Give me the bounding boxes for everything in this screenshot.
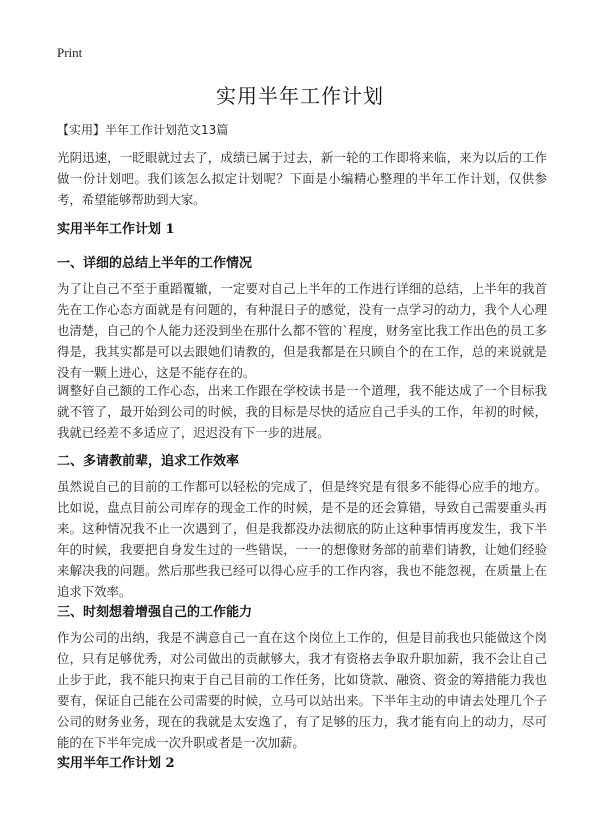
print-link[interactable]: Print (57, 45, 83, 60)
plan-1-heading: 实用半年工作计划 1 (57, 222, 175, 237)
page-title: 实用半年工作计划 (216, 84, 384, 108)
section-1-paragraph-1: 为了让自己不至于重蹈覆辙，一定要对自己上半年的工作进行详细的总结，上半年的我首先在工作心态方面就是有问题的，有种混日子的感觉，没有一点学习的动力，我个人心理也清楚，自己的个人能力还没到坐在那什么都不管的`程度，财务室比我工作出色的员工多得是，我其实都是可以去跟她们请教的，但是我都是在只顾自个的在工作，总的来说就是没有一颗上进心，这是不能存在的。 (57, 281, 547, 380)
plan-2-heading: 实用半年工作计划 2 (57, 756, 175, 771)
section-1-heading: 一、详细的总结上半年的工作情况 (57, 256, 253, 271)
section-3-heading: 三、时刻想着增强自己的工作能力 (57, 605, 253, 620)
document-subtitle: 【实用】半年工作计划范文13篇 (57, 123, 229, 137)
section-2-paragraph-1: 虽然说自己的目前的工作都可以轻松的完成了，但是终究是有很多不能得心应手的地方。比如说，盘点目前公司库存的现金工作的时候，是不是的还会算错，导致自己需要重头再来。这种情况我不止一次遇到了，但是我都没办法彻底的防止这种事情再度发生，我下半年的时候，我要把自身发生过的一些错误，一一的想像财务部的前辈们请教，让她们经验来解决我的问题。然后那些我已经可以得心应手的工作内容，我也不能忽视，在质量上在追求下效率。 (57, 479, 547, 599)
section-3-paragraph-1: 作为公司的出纳，我是不满意自己一直在这个岗位上工作的，但是目前我也只能做这个岗位，只有足够优秀，对公司做出的贡献够大，我才有资格去争取升职加薪，我不会让自己止步于此，我不能只拘束于自己目前的工作任务，比如贷款、融资、资金的筹措能力我也要有，保证自己能在公司需要的时候，立马可以站出来。下半年主动的申请去处理几个子公司的财务业务，现在的我就是太安逸了，有了足够的压力，我才能有向上的动力，尽可能的在下半年完成一次升职或者是一次加薪。 (57, 630, 547, 750)
intro-paragraph: 光阴迅速，一眨眼就过去了，成绩已属于过去，新一轮的工作即将来临，来为以后的工作做一份计划吧。我们该怎么拟定计划呢？下面是小编精心整理的半年工作计划，仅供参考，希望能够帮助到大家。 (57, 150, 547, 207)
section-1-paragraph-2: 调整好自己额的工作心态，出来工作跟在学校读书是一个道理，我不能达成了一个目标我就不管了，最开始到公司的时候，我的目标是尽快的适应自己手头的工作，年初的时候，我就已经差不多适应了，迟迟没有下一步的进展。 (57, 383, 547, 440)
section-2-heading: 二、多请教前辈，追求工作效率 (57, 454, 240, 469)
